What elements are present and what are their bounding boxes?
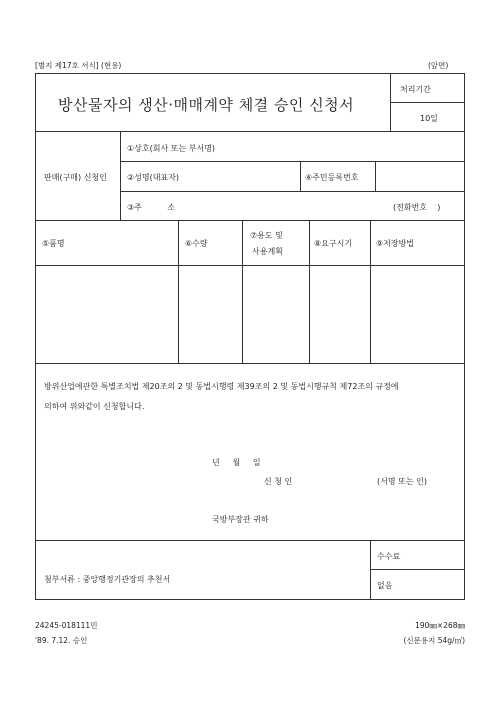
fee-value: 없음 xyxy=(377,581,393,590)
applicant-section-label: 판매(구매) 신청인 xyxy=(44,173,107,182)
form-number: [별지 제17호 서식] (현용) xyxy=(35,61,122,70)
divider xyxy=(370,569,465,570)
paper-type: (신문용지 54g/㎡) xyxy=(403,636,465,645)
address-label: ③주 소 xyxy=(127,203,176,212)
page-side-label: (앞면) xyxy=(428,61,449,70)
divider xyxy=(35,540,465,541)
divider xyxy=(390,102,465,103)
divider xyxy=(370,220,371,363)
divider xyxy=(35,131,465,132)
divider xyxy=(35,363,465,364)
quantity-header: ⑥수량 xyxy=(185,239,208,248)
request-time-header: ⑧요구시기 xyxy=(314,239,353,248)
phone-number-label: (전화번호 ) xyxy=(393,203,441,212)
addressee: 국방부장관 귀하 xyxy=(212,515,269,524)
divider xyxy=(370,540,371,600)
divider xyxy=(120,161,465,162)
purpose-header-line2: 사용계획 xyxy=(252,247,283,256)
representative-name-label: ②성명(대표자) xyxy=(127,173,180,182)
application-date: 년 월 일 xyxy=(212,458,261,467)
company-name-label: ①상호(회사 또는 부서명) xyxy=(127,144,216,153)
divider xyxy=(35,220,465,221)
divider xyxy=(120,191,465,192)
processing-period-value: 10일 xyxy=(420,114,438,123)
divider xyxy=(375,161,376,191)
storage-method-header: ⑨저장방법 xyxy=(376,239,415,248)
divider xyxy=(35,265,465,266)
signature-note: (서명 또는 인) xyxy=(377,477,427,486)
fee-label: 수수료 xyxy=(377,552,401,561)
statement-line-2: 의하여 위와같이 신청합니다. xyxy=(44,402,145,411)
attachments-label: 첨부서류 : 중앙행정기관장의 추천서 xyxy=(44,575,171,584)
divider xyxy=(390,73,391,131)
paper-size: 190㎜×268㎜ xyxy=(415,621,465,630)
divider xyxy=(120,131,121,220)
purpose-header-line1: ⑦용도 및 xyxy=(250,231,283,240)
divider xyxy=(309,220,310,363)
resident-number-label: ④주민등록번호 xyxy=(305,173,359,182)
divider xyxy=(300,161,301,191)
form-title: 방산물자의 생산·매매계약 체결 승인 신청서 xyxy=(58,96,355,114)
item-name-header: ⑤품명 xyxy=(42,239,65,248)
applicant-signature-label: 신 청 인 xyxy=(264,477,293,486)
statement-line-1: 방위산업에관한 특별조치법 제20조의 2 및 동법시행령 제39조의 2 및 동법시행규칙 제72조의 규정에 xyxy=(44,382,399,391)
divider xyxy=(178,220,179,363)
approval-date: '89. 7.12. 승인 xyxy=(35,636,88,645)
divider xyxy=(242,220,243,363)
document-code: 24245-018111민 xyxy=(35,621,98,630)
processing-period-label: 처리기간 xyxy=(400,85,431,94)
